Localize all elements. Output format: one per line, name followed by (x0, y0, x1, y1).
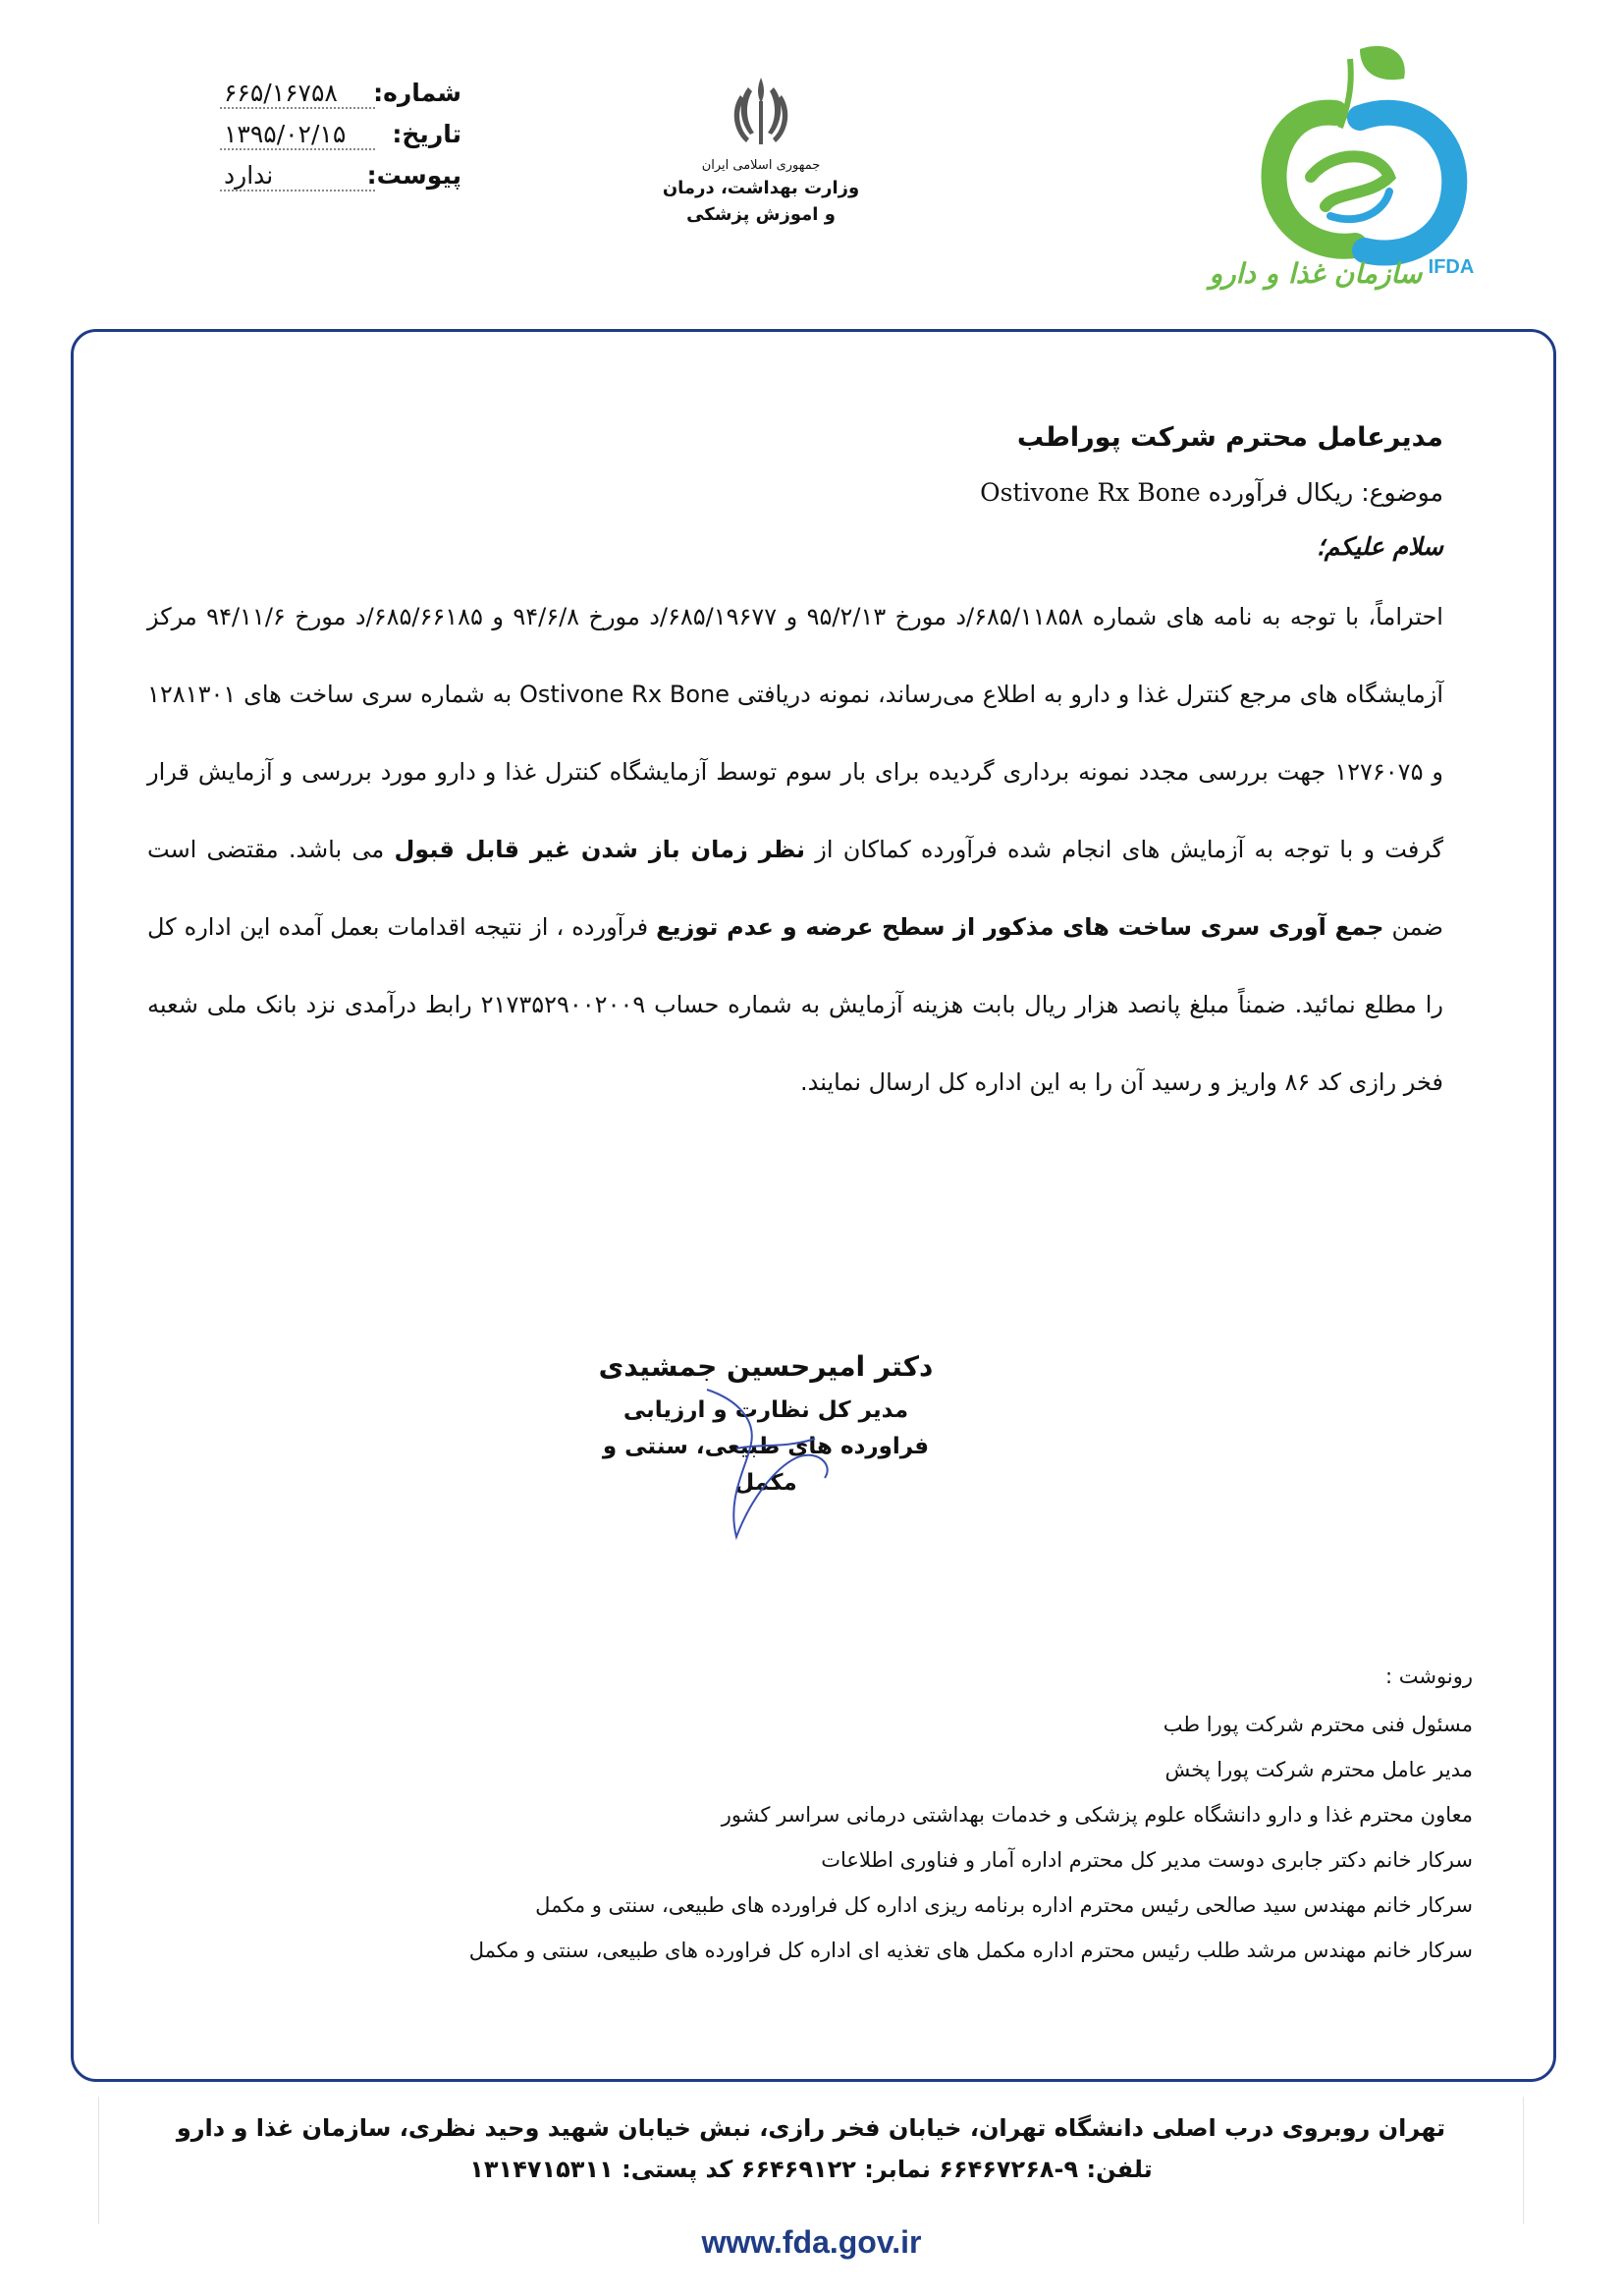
cc-item: سرکار خانم دکتر جابری دوست مدیر کل محترم اداره آمار و فناوری اطلاعات (821, 1848, 1473, 1872)
subject-label: موضوع: ریکال فرآورده (1208, 478, 1443, 507)
date-label: تاریخ: (392, 120, 461, 148)
date-row (206, 120, 461, 161)
cc-title: رونوشت : (1385, 1665, 1473, 1688)
ministry-line1: جمهوری اسلامی ایران (701, 158, 821, 173)
signatory-name: دکتر امیرحسین جمشیدی (598, 1350, 934, 1383)
letter-body (147, 578, 1443, 1121)
ministry-block (648, 74, 874, 227)
letter-footer (98, 2097, 1524, 2224)
subject-line (147, 478, 1443, 507)
cc-item: سرکار خانم مهندس مرشد طلب رئیس محترم اداره مکمل های تغذیه ای اداره کل فراورده های طبیعی، سنتی و مکمل (468, 1939, 1473, 1962)
signatory-title-2: فراورده های طبیعی، سنتی و مکمل (602, 1433, 930, 1496)
body-part-3: فرآورده ، از نتیجه اقدامات بعمل آمده این اداره کل را مطلع نمائید. ضمناً مبلغ پانصد هزار ریال بابت هزینه آزمایش به شماره حساب ۲۱۷۳۵۲۹۰۰۲۰۰۹ رابط درآمدی نزد بانک ملی شعبه فخر رازی کد ۸۶ واریز و رسید آن را به این اداره کل ارسال نمایند. (147, 913, 1443, 1096)
signatory-title-1: مدیر کل نظارت و ارزیابی (622, 1397, 909, 1423)
body-part-2: می باشد. مقتضی است ضمن (147, 836, 1443, 941)
body-part-1: احتراماً، با توجه به نامه های شماره ۶۸۵/۱۱۸۵۸/د مورخ ۹۵/۲/۱۳ و ۶۸۵/۱۹۶۷۷/د مورخ ۹۴/۶/۸ و ۶۸۵/۶۶۱۸۵/د مورخ ۹۴/۱۱/۶ مرکز آزمایشگاه های مرجع کنترل غذا و دارو به اطلاع می‌رساند، نمونه دریافتی Ostivone Rx Bone به شماره سری ساخت های ۱۲۸۱۳۰۱ و ۱۲۷۶۰۷۵ جهت بررسی مجدد نمونه برداری گردیده برای بار سوم توسط آزمایشگاه کنترل غذا و دارو مورد بررسی و آزمایش قرار گرفت و با توجه به آزمایش های انجام شده فرآورده کماکان از (147, 603, 1444, 863)
greeting: سلام علیکم؛ (1316, 532, 1443, 561)
cc-list (295, 1665, 1473, 1973)
attachment-value: ندارد (220, 161, 375, 191)
cc-item: سرکار خانم مهندس سید صالحی رئیس محترم اداره برنامه ریزی اداره کل فراورده های طبیعی، سنتی و مکمل (535, 1893, 1473, 1917)
body-bold-1: نظر زمان باز شدن غیر قابل قبول (394, 836, 806, 863)
number-value: ۶۶۵/۱۶۷۵۸ (220, 79, 375, 109)
number-row (206, 79, 461, 120)
footer-address: تهران روبروی درب اصلی دانشگاه تهران، خیابان فخر رازی، نبش خیابان شهید وحید نظری، سازمان غذا و دارو (176, 2114, 1446, 2142)
ministry-line2: وزارت بهداشت، درمان (662, 178, 860, 198)
signature-block (589, 1350, 943, 1547)
date-value: ۱۳۹۵/۰۲/۱۵ (220, 120, 375, 150)
attachment-label: پیوست: (366, 161, 461, 190)
iran-emblem-icon (727, 74, 795, 150)
footer-phones: تلفن: ۹-۶۶۴۶۷۲۶۸ نمابر: ۶۶۴۶۹۱۲۲ کد پستی: ۱۳۱۴۷۱۵۳۱۱ (469, 2156, 1153, 2183)
subject-product: Ostivone Rx Bone (980, 478, 1201, 507)
ifda-logo-abbr: IFDA (1428, 256, 1475, 278)
cc-item: معاون محترم غذا و دارو دانشگاه علوم پزشکی و خدمات بهداشتی درمانی سراسر کشور (721, 1803, 1473, 1827)
cc-item: مدیر عامل محترم شرکت پورا پخش (1164, 1758, 1473, 1781)
addressee: مدیرعامل محترم شرکت پوراطب (1016, 422, 1443, 453)
cc-item: مسئول فنی محترم شرکت پورا طب (1163, 1713, 1473, 1736)
ifda-logo (1139, 29, 1492, 295)
number-label: شماره: (373, 79, 461, 107)
ministry-line3: و اموزش پزشکی (686, 204, 836, 226)
ifda-logo-text: سازمان غذا و دارو (1209, 257, 1423, 290)
website-link[interactable]: www.fda.gov.ir (701, 2224, 922, 2260)
body-bold-2: جمع آوری سری ساخت های مذکور از سطح عرضه و عدم توزیع (656, 913, 1384, 941)
handwritten-signature-icon (589, 1350, 943, 1547)
letter-meta (206, 79, 461, 202)
attachment-row (206, 161, 461, 202)
letter-content (147, 422, 1443, 1121)
